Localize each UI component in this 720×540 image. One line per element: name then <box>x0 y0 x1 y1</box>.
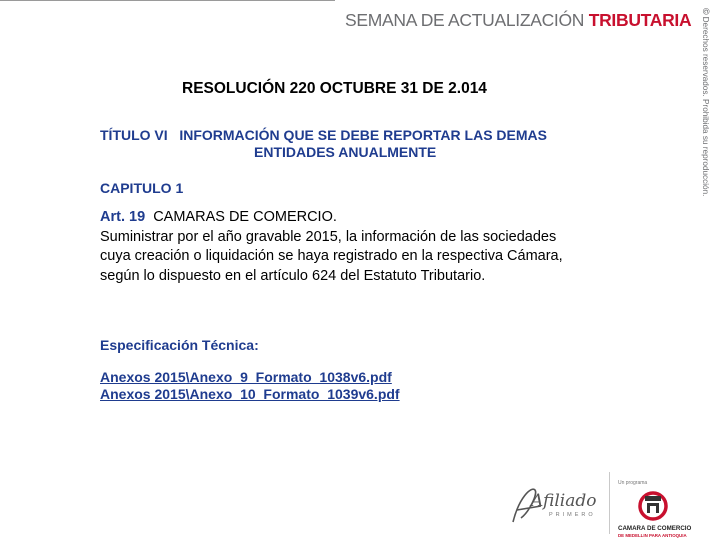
event-title-accent: TRIBUTARIA <box>588 10 692 30</box>
capitulo-heading: CAPITULO 1 <box>100 180 184 196</box>
article-heading: CAMARAS DE COMERCIO. <box>153 209 337 225</box>
article-text-line: según lo dispuesto en el artículo 624 del Estatuto Tributario. <box>100 267 486 284</box>
article-text-line: cuya creación o liquidación se haya registrado en la respectiva Cámara, <box>100 248 563 264</box>
titulo-heading <box>100 127 547 143</box>
camara-logo <box>615 474 720 540</box>
afiliado-sub-text: PRIMERO <box>549 512 596 518</box>
program-label: Un programa <box>618 480 648 486</box>
annex-links <box>100 369 400 403</box>
copyright-text: Derechos reservados. Prohibida su reproducción. <box>701 16 710 197</box>
article-text-line: Suministrar por el año gravable 2015, la información de las sociedades <box>100 228 557 245</box>
event-title-main: SEMANA DE ACTUALIZACIÓN <box>345 10 585 30</box>
afiliado-script-text: Afiliado <box>531 491 597 511</box>
article-number: Art. 19 <box>100 209 146 225</box>
titulo-text-line1: INFORMACIÓN QUE SE DEBE REPORTAR LAS DEMAS <box>179 127 547 143</box>
afiliado-logo <box>505 478 605 533</box>
copyright-notice <box>697 8 711 210</box>
spec-label: Especificación Técnica: <box>100 337 259 353</box>
header-rule <box>0 0 335 1</box>
event-title <box>345 10 691 31</box>
copyright-icon: © <box>701 8 711 15</box>
article-heading-line <box>100 208 640 228</box>
titulo-text-line2: ENTIDADES ANUALMENTE <box>254 144 437 160</box>
footer-divider <box>609 472 610 534</box>
camara-sub: DE MEDELLIN PARA ANTIOQUIA <box>618 533 687 538</box>
annex-link-formato-1039[interactable]: Anexos 2015\Anexo_10_Formato_1039v6.pdf <box>100 386 400 402</box>
resolution-title: RESOLUCIÓN 220 OCTUBRE 31 DE 2.014 <box>182 80 487 97</box>
article-block <box>100 208 640 286</box>
titulo-label: TÍTULO VI <box>100 127 168 143</box>
camara-emblem-icon <box>640 493 666 519</box>
camara-name: CAMARA DE COMERCIO <box>618 525 692 532</box>
annex-link-formato-1038[interactable]: Anexos 2015\Anexo_9_Formato_1038v6.pdf <box>100 369 392 385</box>
